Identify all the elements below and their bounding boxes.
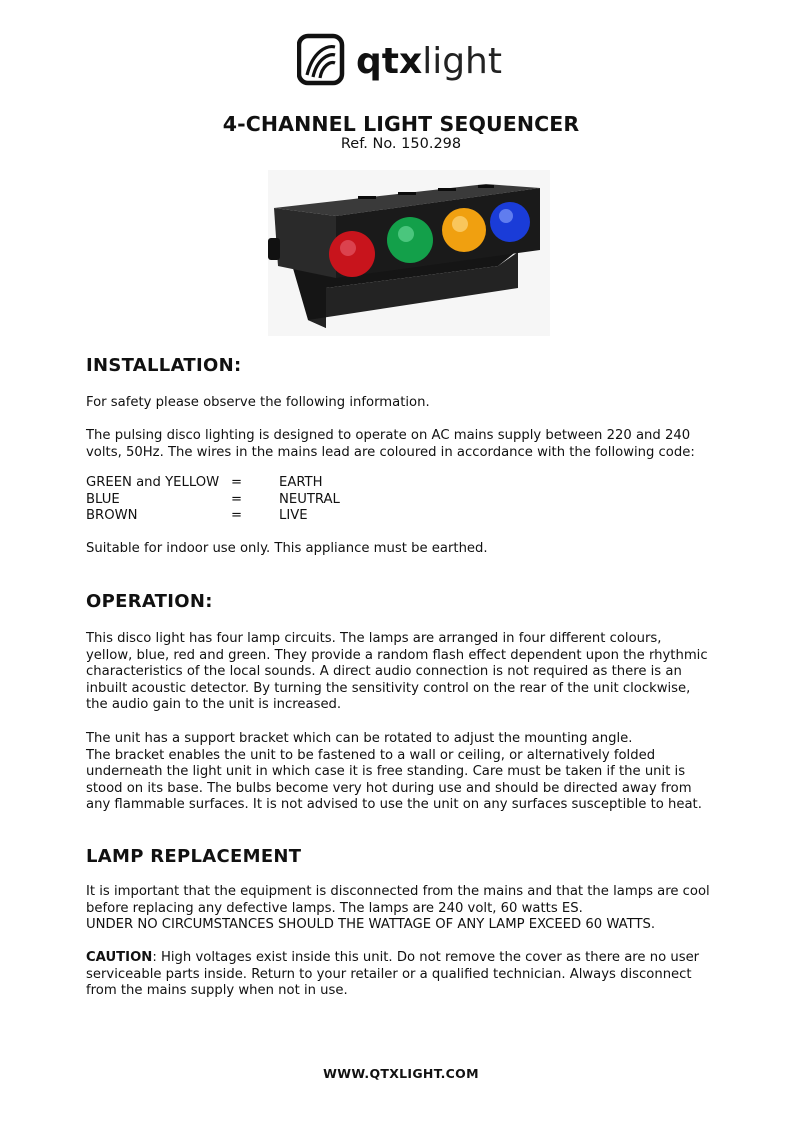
- operation-paragraph-1: This disco light has four lamp circuits. The lamps are arranged in four different colours, yellow, blue, red and green. They provide a random flash effect dependent upon the rhythmic characteristics of the local sounds. A direct audio connection is not required as there is an inbuilt acoustic detector. By turning the sensitivity control on the rear of the unit clockwise, the audio gain to the unit is increased.: [86, 631, 708, 713]
- lamp-replacement-paragraph: It is important that the equipment is disconnected from the mains and that the lamps are cool before replacing any defective lamps. The lamps are 240 volt, 60 watts ES. UNDER NO CIRCUMSTANCES SHOULD THE WATTAGE OF ANY LAMP EXCEED 60 WATTS.: [86, 884, 710, 933]
- operation-heading: OPERATION:: [86, 591, 213, 612]
- caution-label: CAUTION: [86, 950, 153, 965]
- indoor-use-text: Suitable for indoor use only. This appliance must be earthed.: [86, 541, 488, 556]
- page-title: 4-CHANNEL LIGHT SEQUENCER: [222, 112, 580, 136]
- logo-wordmark: qtxlight: [356, 41, 502, 82]
- wire-code-row: GREEN and YELLOW = EARTH: [86, 475, 323, 490]
- safety-text: For safety please observe the following information.: [86, 395, 430, 410]
- reference-number: Ref. No. 150.298: [340, 136, 462, 152]
- wire-code-table: [86, 475, 386, 525]
- logo-mark-icon: [299, 36, 342, 83]
- supply-text: The pulsing disco lighting is designed to operate on AC mains supply between 220 and 240 volts, 50Hz. The wires in the mains lead are coloured in accordance with the following code:: [86, 428, 695, 460]
- installation-heading: INSTALLATION:: [86, 355, 242, 376]
- product-image: [268, 170, 550, 336]
- blue-lamp: [490, 202, 530, 242]
- wire-code-row: BLUE = NEUTRAL: [86, 491, 340, 507]
- lamp-replacement-heading: LAMP REPLACEMENT: [86, 846, 302, 867]
- caution-paragraph: CAUTION: High voltages exist inside this unit. Do not remove the cover as there are no user serviceable parts inside. Return to your retailer or a qualified technician. Always disconnect from the mains supply when not in use.: [86, 950, 700, 999]
- operation-paragraph-2: The unit has a support bracket which can be rotated to adjust the mounting angle. The bracket enables the unit to be fastened to a wall or ceiling, or alternatively folded underneath the light unit in which case it is free standing. Care must be taken if the unit is stood on its base. The bulbs become very hot during use and should be directed away from any flammable surfaces. It is not advised to use the unit on any surfaces susceptible to heat.: [86, 731, 702, 813]
- wire-code-row: BROWN = LIVE: [86, 508, 308, 524]
- qtxlight-logo: [297, 33, 519, 87]
- footer-website-url: WWW.QTXLIGHT.COM: [323, 1066, 479, 1081]
